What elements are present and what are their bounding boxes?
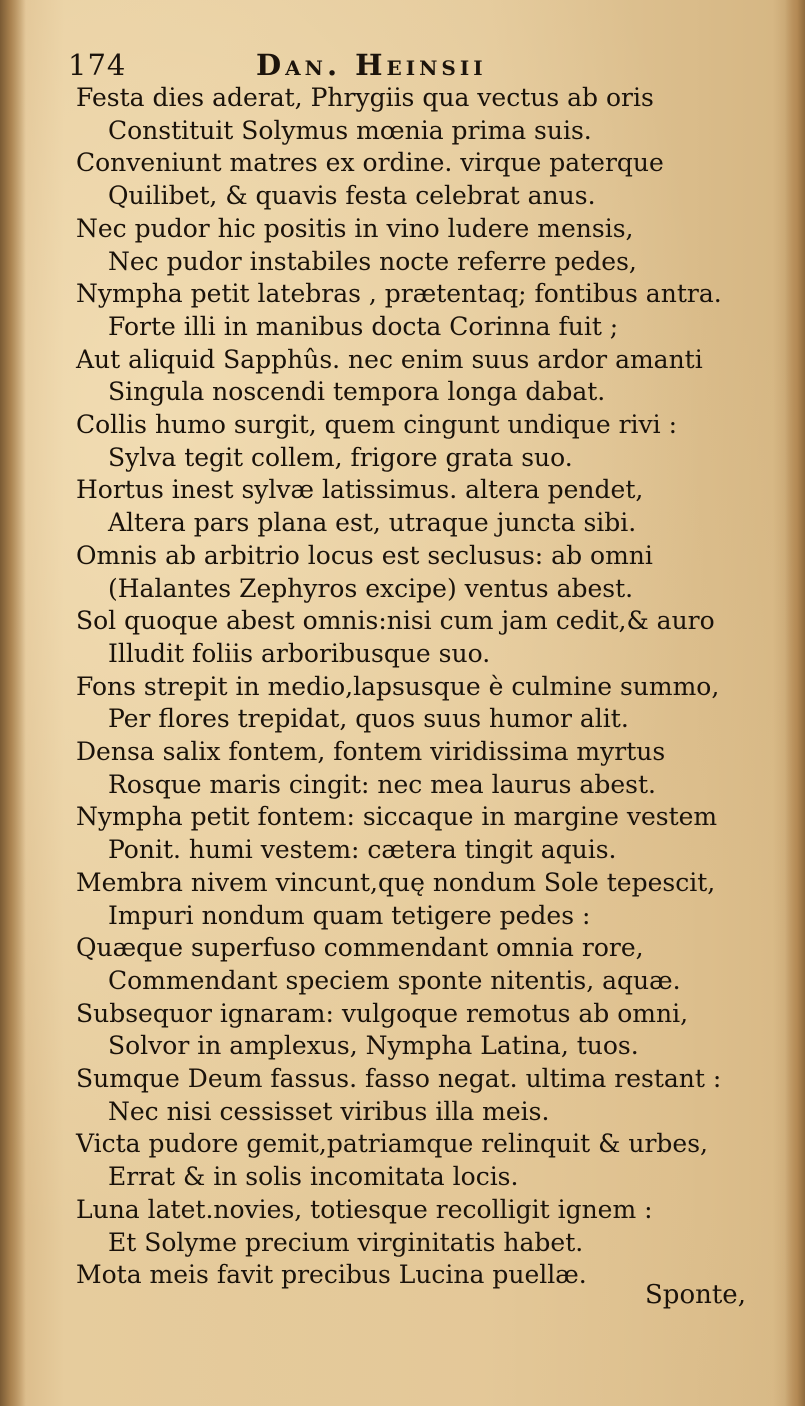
verse-line: Subsequor ignaram: vulgoque remotus ab omni, xyxy=(76,999,689,1028)
running-title: Dan. Heinsii xyxy=(256,48,487,82)
verse-line: Ponit. humi vestem: cætera tingit aquis. xyxy=(108,835,617,864)
verse-line: Aut aliquid Sapphûs. nec enim suus ardor amanti xyxy=(76,345,703,374)
verse-line: Densa salix fontem, fontem viridissima myrtus xyxy=(76,737,666,766)
verse-line: (Halantes Zephyros excipe) ventus abest. xyxy=(108,574,634,603)
verse-line: Forte illi in manibus docta Corinna fuit ; xyxy=(108,312,619,341)
verse-line: Nec pudor hic positis in vino ludere mensis, xyxy=(76,214,634,243)
verse-line: Membra nivem vincunt,quę nondum Sole tepescit, xyxy=(76,868,716,897)
verse-line: Illudit foliis arboribusque suo. xyxy=(108,639,491,668)
verse-line: Conveniunt matres ex ordine. virque paterque xyxy=(76,148,664,177)
verse-line: Omnis ab arbitrio locus est seclusus: ab omni xyxy=(76,541,653,570)
verse-line: Commendant speciem sponte nitentis, aquæ. xyxy=(108,966,681,995)
verse-line: Mota meis favit precibus Lucina puellæ. xyxy=(76,1260,587,1289)
catchword: Sponte, xyxy=(645,1280,746,1310)
verse-line: Per flores trepidat, quos suus humor alit. xyxy=(108,704,629,733)
verse-line: Impuri nondum quam tetigere pedes : xyxy=(108,901,591,930)
verse-line: Luna latet.novies, totiesque recolligit ignem : xyxy=(76,1195,653,1224)
page-edge-shadow xyxy=(785,0,805,1406)
verse-line: Festa dies aderat, Phrygiis qua vectus ab oris xyxy=(76,83,654,112)
verse-line: Nec nisi cessisset viribus illa meis. xyxy=(108,1097,550,1126)
verse-line: Victa pudore gemit,patriamque relinquit & urbes, xyxy=(76,1129,708,1158)
page-number: 174 xyxy=(68,48,127,82)
verse-line: Collis humo surgit, quem cingunt undique rivi : xyxy=(76,410,678,439)
verse-line: Et Solyme precium virginitatis habet. xyxy=(108,1228,584,1257)
verse-line: Sylva tegit collem, frigore grata suo. xyxy=(108,443,573,472)
verse-line: Fons strepit in medio,lapsusque è culmine summo, xyxy=(76,672,720,701)
verse-line: Nympha petit latebras , prætentaq; fontibus antra. xyxy=(76,279,722,308)
verse-line: Quilibet, & quavis festa celebrat anus. xyxy=(108,181,596,210)
verse-line: Sol quoque abest omnis:nisi cum jam cedit,& auro xyxy=(76,606,715,635)
verse-line: Quæque superfuso commendant omnia rore, xyxy=(76,933,644,962)
verse-line: Singula noscendi tempora longa dabat. xyxy=(108,377,606,406)
verse-line: Nec pudor instabiles nocte referre pedes, xyxy=(108,247,637,276)
verse-line: Sumque Deum fassus. fasso negat. ultima restant : xyxy=(76,1064,722,1093)
verse-line: Rosque maris cingit: nec mea laurus abest. xyxy=(108,770,656,799)
verse-line: Solvor in amplexus, Nympha Latina, tuos. xyxy=(108,1031,639,1060)
verse-line: Errat & in solis incomitata locis. xyxy=(108,1162,519,1191)
verse-line: Nympha petit fontem: siccaque in margine vestem xyxy=(76,802,718,831)
page-gutter-shadow xyxy=(0,0,26,1406)
verse-line: Constituit Solymus mœnia prima suis. xyxy=(108,116,592,145)
verse-line: Hortus inest sylvæ latissimus. altera pendet, xyxy=(76,475,644,504)
verse-line: Altera pars plana est, utraque juncta sibi. xyxy=(108,508,637,537)
